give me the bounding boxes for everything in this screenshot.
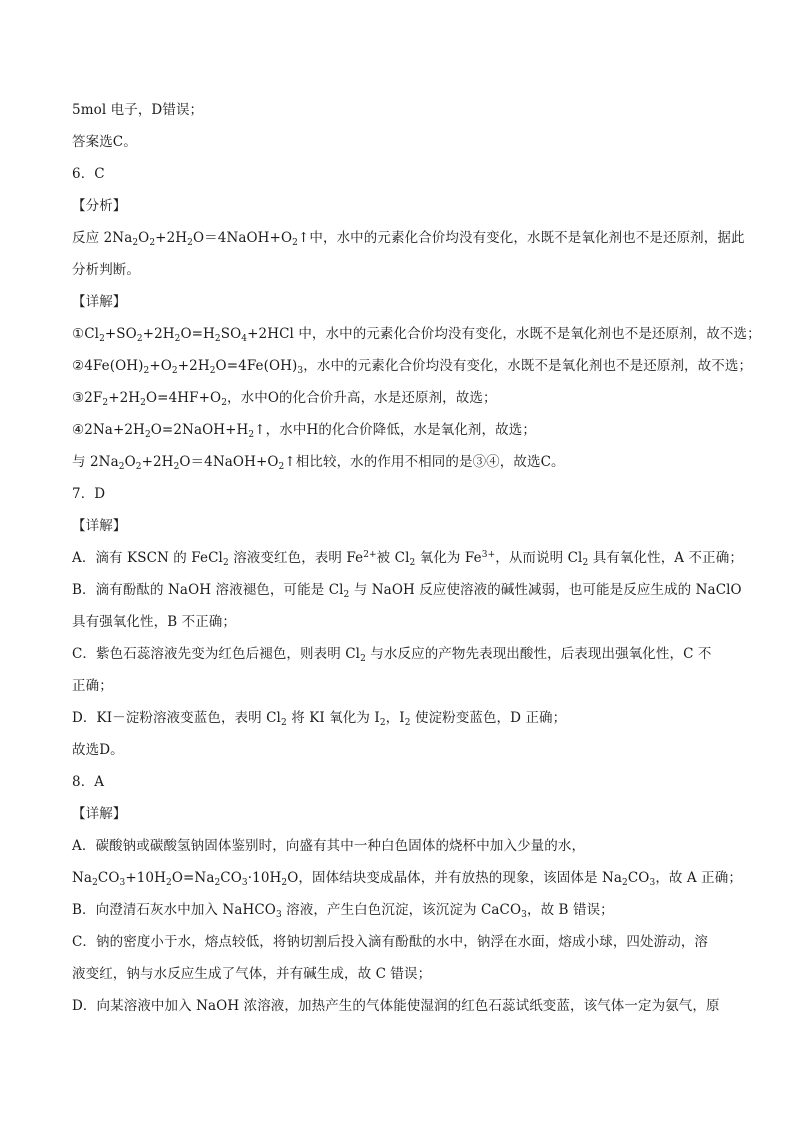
text-line: A．碳酸钠或碳酸氢钠固体鉴别时，向盛有其中一种白色固体的烧杯中加入少量的水， [72, 838, 586, 854]
text-line: D．向某溶液中加入 NaOH 浓溶液，加热产生的气体能使湿润的红色石蕊试纸变蓝，该气体一定为氨气，原 [72, 998, 720, 1014]
text-line: B．滴有酚酞的 NaOH 溶液褪色，可能是 $Cl_2$ 与 NaOH 反应使溶液的碱性减弱，也可能是反应生成的 NaClO [72, 582, 742, 600]
text-line: $②4Fe(OH)_2+O_2+2H_2O=4Fe(OH)_3$，水中的元素化合价均没有变化，水既不是氧化剂也不是还原剂，故不选； [72, 358, 753, 376]
text-line: $①Cl_2+SO_2+2H_2O=H_2SO_4+2HCl$ 中，水中的元素化合价均没有变化，水既不是氧化剂也不是还原剂，故不选； [72, 326, 761, 344]
text-line: A．滴有 KSCN 的 FeCl$_2$ 溶液变红色，表明 $Fe^{2+}$被 $Cl_2$ 氧化为 $Fe^{3+}$，从而说明 $Cl_2$ 具有氧化性，A 不正确； [72, 550, 743, 568]
text-line: 答案选C。 [72, 134, 137, 150]
text-line: 故选D。 [72, 742, 124, 758]
text-line: 分析判断。 [72, 262, 140, 278]
question-number: 6．C [72, 166, 105, 182]
text-line: B．向澄清石灰水中加入 NaHCO$_3$ 溶液，产生白色沉淀，该沉淀为 CaCO$_3$，故 B 错误； [72, 902, 614, 920]
text-line: 具有强氧化性，B 不正确； [72, 614, 237, 630]
text-line: C．紫色石蕊溶液先变为红色后褪色，则表明 $Cl_2$ 与水反应的产物先表现出酸性，后表现出强氧化性，C 不 [72, 646, 712, 664]
question-number: 8．A [72, 774, 105, 790]
text-line: $Na_2CO_3+10H_2O=Na_2CO_3\cdot 10H_2O$，固体结块变成晶体，并有放热的现象，该固体是 $Na_2CO_3$，故 A 正确； [72, 870, 742, 888]
text-line: $③2F_2+2H_2O=4HF+O_2$，水中O的化合价升高，水是还原剂，故选； [72, 390, 497, 408]
section-heading: 【分析】 [72, 198, 127, 214]
text-line: 液变红，钠与水反应生成了气体，并有碱生成，故 C 错误； [72, 966, 432, 982]
text-line: C．钠的密度小于水，熔点较低，将钠切割后投入滴有酚酞的水中，钠浮在水面，熔成小球，四处游动，溶 [72, 934, 709, 950]
text-line: 正确； [72, 678, 113, 694]
text-line: $④2Na+2H_2O=2NaOH+H_2↑$，水中H的化合价降低，水是氧化剂，故选； [72, 422, 536, 440]
text-line: 与 $2Na_2O_2+2H_2O=4NaOH+O_2↑$相比较，水的作用不相同的是③④，故选C。 [72, 454, 565, 472]
section-heading: 【详解】 [72, 294, 127, 310]
section-heading: 【详解】 [72, 518, 127, 534]
text-line: 反应 $2Na_2O_2+2H_2O=4NaOH+O_2↑$中，水中的元素化合价均没有变化，水既不是氧化剂也不是还原剂，据此 [72, 230, 745, 248]
question-number: 7．D [72, 486, 106, 502]
text-line: 5mol 电子，D错误； [72, 102, 204, 118]
section-heading: 【详解】 [72, 806, 127, 822]
text-line: D．KI－淀粉溶液变蓝色，表明 $Cl_2$ 将 KI 氧化为 $I_2$，$I_2$ 使淀粉变蓝色，D 正确； [72, 710, 567, 728]
